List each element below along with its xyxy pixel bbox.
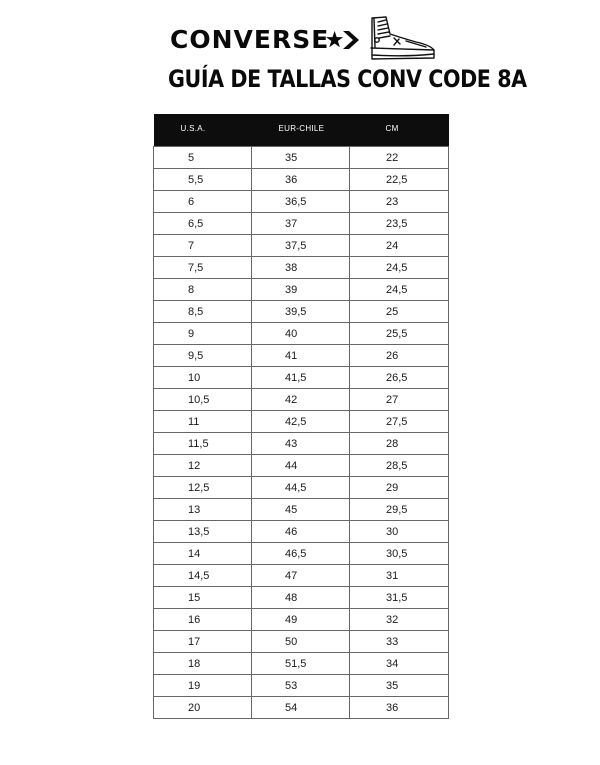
cell-usa: 11 [154, 411, 252, 433]
cell-usa: 12,5 [154, 477, 252, 499]
cell-eur-chile: 51,5 [252, 653, 350, 675]
cell-usa: 13,5 [154, 521, 252, 543]
cell-cm: 24 [350, 235, 449, 257]
cell-cm: 31 [350, 565, 449, 587]
size-chart-table [153, 114, 449, 719]
cell-cm: 23 [350, 191, 449, 213]
cell-eur-chile: 40 [252, 323, 350, 345]
cell-usa: 17 [154, 631, 252, 653]
cell-cm: 27 [350, 389, 449, 411]
cell-cm: 35 [350, 675, 449, 697]
page-title: GUÍA DE TALLAS CONV CODE 8A [168, 65, 527, 93]
cell-eur-chile: 37,5 [252, 235, 350, 257]
cell-eur-chile: 46,5 [252, 543, 350, 565]
cell-usa: 20 [154, 697, 252, 719]
cell-eur-chile: 44 [252, 455, 350, 477]
table-row [154, 411, 449, 433]
cell-cm: 34 [350, 653, 449, 675]
cell-cm: 23,5 [350, 213, 449, 235]
cell-usa: 9 [154, 323, 252, 345]
table-row [154, 169, 449, 191]
table-row [154, 455, 449, 477]
cell-cm: 32 [350, 609, 449, 631]
table-header-row [154, 114, 449, 147]
cell-eur-chile: 45 [252, 499, 350, 521]
cell-usa: 19 [154, 675, 252, 697]
star-chevron-icon [326, 28, 360, 52]
cell-eur-chile: 41 [252, 345, 350, 367]
cell-usa: 6,5 [154, 213, 252, 235]
cell-eur-chile: 36,5 [252, 191, 350, 213]
table-row [154, 147, 449, 169]
table-row [154, 521, 449, 543]
cell-eur-chile: 53 [252, 675, 350, 697]
cell-cm: 28 [350, 433, 449, 455]
table-row [154, 543, 449, 565]
cell-usa: 11,5 [154, 433, 252, 455]
cell-cm: 31,5 [350, 587, 449, 609]
table-row [154, 675, 449, 697]
cell-eur-chile: 39 [252, 279, 350, 301]
cell-cm: 29 [350, 477, 449, 499]
cell-cm: 27,5 [350, 411, 449, 433]
table-row [154, 433, 449, 455]
table-row [154, 653, 449, 675]
high-top-sneaker-icon [366, 14, 438, 60]
table-row [154, 565, 449, 587]
cell-cm: 24,5 [350, 279, 449, 301]
table-header [154, 114, 449, 147]
cell-usa: 8,5 [154, 301, 252, 323]
cell-cm: 25,5 [350, 323, 449, 345]
table-row [154, 697, 449, 719]
cell-eur-chile: 50 [252, 631, 350, 653]
cell-cm: 22,5 [350, 169, 449, 191]
table-row [154, 609, 449, 631]
cell-usa: 5,5 [154, 169, 252, 191]
cell-cm: 30,5 [350, 543, 449, 565]
cell-usa: 12 [154, 455, 252, 477]
cell-eur-chile: 49 [252, 609, 350, 631]
brand-header [168, 14, 438, 60]
column-header-cm: CM [385, 124, 399, 133]
cell-cm: 28,5 [350, 455, 449, 477]
cell-usa: 10,5 [154, 389, 252, 411]
cell-eur-chile: 36 [252, 169, 350, 191]
cell-eur-chile: 48 [252, 587, 350, 609]
cell-eur-chile: 54 [252, 697, 350, 719]
cell-cm: 24,5 [350, 257, 449, 279]
brand-logo-text: CONVERSE [170, 25, 330, 54]
table-row [154, 389, 449, 411]
cell-cm: 36 [350, 697, 449, 719]
table-row [154, 191, 449, 213]
table-row [154, 323, 449, 345]
cell-cm: 22 [350, 147, 449, 169]
cell-eur-chile: 41,5 [252, 367, 350, 389]
column-header-usa: U.S.A. [180, 124, 206, 133]
cell-usa: 7,5 [154, 257, 252, 279]
cell-eur-chile: 35 [252, 147, 350, 169]
cell-eur-chile: 42 [252, 389, 350, 411]
cell-eur-chile: 43 [252, 433, 350, 455]
table-row [154, 257, 449, 279]
table-row [154, 301, 449, 323]
table-row [154, 477, 449, 499]
table-body [154, 147, 449, 719]
cell-usa: 6 [154, 191, 252, 213]
cell-usa: 14 [154, 543, 252, 565]
cell-cm: 29,5 [350, 499, 449, 521]
cell-usa: 8 [154, 279, 252, 301]
cell-usa: 7 [154, 235, 252, 257]
table-row [154, 279, 449, 301]
table-row [154, 499, 449, 521]
cell-usa: 5 [154, 147, 252, 169]
cell-cm: 30 [350, 521, 449, 543]
cell-eur-chile: 44,5 [252, 477, 350, 499]
cell-eur-chile: 47 [252, 565, 350, 587]
cell-eur-chile: 38 [252, 257, 350, 279]
cell-eur-chile: 39,5 [252, 301, 350, 323]
cell-eur-chile: 37 [252, 213, 350, 235]
table-row [154, 235, 449, 257]
table-row [154, 213, 449, 235]
cell-cm: 25 [350, 301, 449, 323]
table-row [154, 345, 449, 367]
cell-usa: 10 [154, 367, 252, 389]
cell-usa: 13 [154, 499, 252, 521]
cell-usa: 16 [154, 609, 252, 631]
column-header-eur-chile: EUR-CHILE [278, 124, 325, 133]
cell-usa: 15 [154, 587, 252, 609]
cell-usa: 9,5 [154, 345, 252, 367]
table-row [154, 631, 449, 653]
cell-eur-chile: 42,5 [252, 411, 350, 433]
table-row [154, 587, 449, 609]
cell-cm: 33 [350, 631, 449, 653]
table-row [154, 367, 449, 389]
cell-usa: 18 [154, 653, 252, 675]
cell-cm: 26,5 [350, 367, 449, 389]
cell-usa: 14,5 [154, 565, 252, 587]
cell-cm: 26 [350, 345, 449, 367]
cell-eur-chile: 46 [252, 521, 350, 543]
